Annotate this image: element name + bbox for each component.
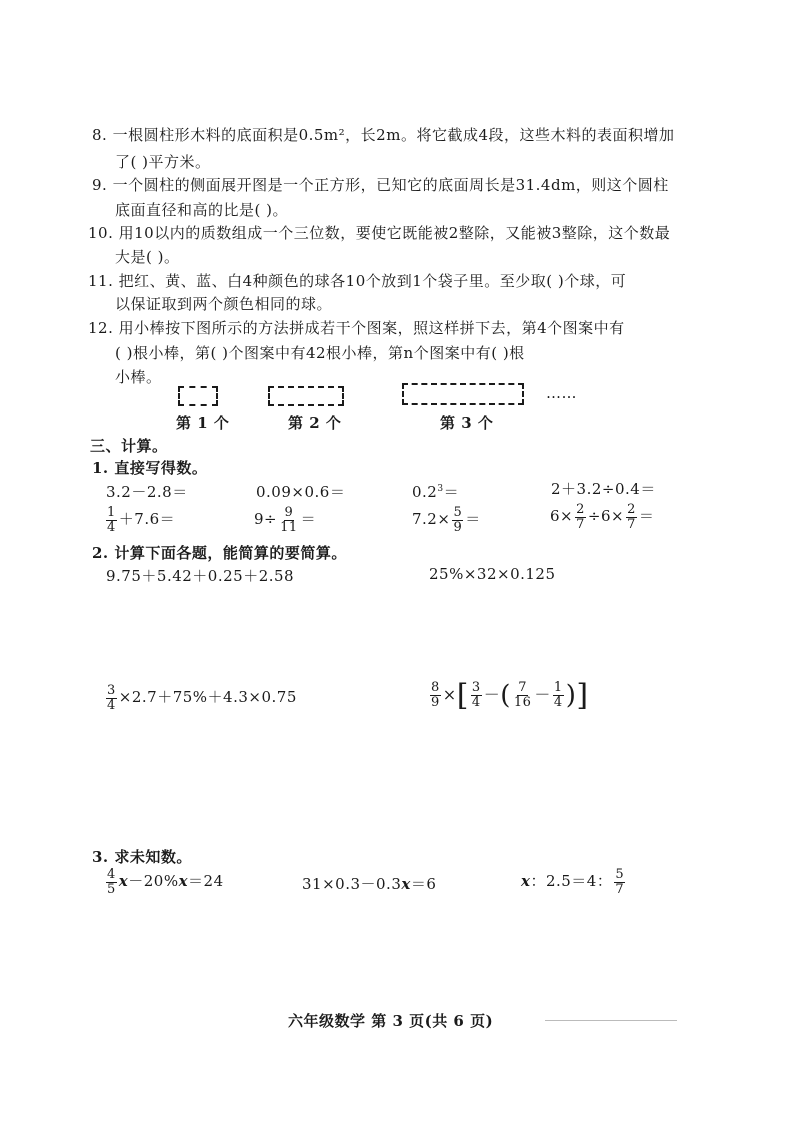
footer-rule xyxy=(545,1020,677,1021)
fraction: $\frac{1}{4}$ xyxy=(553,680,563,710)
pattern-1-label: 第 1 个 xyxy=(176,414,230,432)
oral-calc-g: 7.2× $\frac{5}{9}$ ＝ xyxy=(412,505,481,535)
pattern-2-shape xyxy=(268,386,344,406)
fraction: $\frac{8}{9}$ xyxy=(431,680,440,710)
fraction: $\frac{3}{4}$ xyxy=(471,680,481,710)
pattern-2-label: 第 2 个 xyxy=(288,414,342,432)
right-paren: ) xyxy=(565,680,577,711)
oral-calc-f: 9÷ $\frac{9}{11}$ ＝ xyxy=(254,505,317,535)
equation-b: 31×0.3－0.3x＝6 xyxy=(302,875,437,893)
fraction: $\frac{9}{11}$ xyxy=(280,505,298,535)
oral-calc-c: $0.2^3=$ xyxy=(412,483,460,501)
sub-1-heading: 1. 直接写得数。 xyxy=(92,459,208,477)
fraction: $\frac{2}{7}$ xyxy=(576,502,585,532)
q8-line1: 8. 一根圆柱形木料的底面积是0.5m²，长2m。将它截成4段，这些木料的表面积增加 xyxy=(92,126,675,144)
sub-3-heading: 3. 求未知数。 xyxy=(92,848,192,866)
right-bracket: ] xyxy=(576,678,589,713)
oral-calc-d: 2＋3.2÷0.4＝ xyxy=(551,480,656,498)
fraction: $\frac{4}{5}$ xyxy=(107,867,116,897)
fraction: $\frac{5}{7}$ xyxy=(615,867,625,897)
fraction: $\frac{2}{7}$ xyxy=(627,502,636,532)
oral-calc-h: 6× $\frac{2}{7}$ ÷6× $\frac{2}{7}$ ＝ xyxy=(550,502,655,532)
q11-line1: 11. 把红、黄、蓝、白4种颜色的球各10个放到1个袋子里。至少取( )个球，可 xyxy=(88,272,627,290)
calc-b: 25%×32×0.125 xyxy=(429,565,556,583)
oral-calc-a: 3.2－2.8＝ xyxy=(106,483,188,501)
oral-calc-e: $\frac{1}{4}$ ＋7.6＝ xyxy=(107,505,176,535)
q12-line1: 12. 用小棒按下图所示的方法拼成若干个图案，照这样拼下去，第4个图案中有 xyxy=(88,319,625,337)
sub-2-heading: 2. 计算下面各题，能简算的要简算。 xyxy=(92,544,347,562)
q8-line2: 了( )平方米。 xyxy=(115,153,211,171)
pattern-ellipsis: …… xyxy=(546,384,577,402)
q10-line2: 大是( )。 xyxy=(115,248,180,266)
fraction: $\frac{7}{16}$ xyxy=(513,680,532,710)
q9-line2: 底面直径和高的比是( )。 xyxy=(115,201,288,219)
q9-line1: 9. 一个圆柱的侧面展开图是一个正方形，已知它的底面周长是31.4dm，则这个圆柱 xyxy=(92,176,669,194)
left-bracket: [ xyxy=(456,678,469,713)
pattern-3-shape xyxy=(402,383,524,405)
q12-line3: 小棒。 xyxy=(115,368,162,386)
calc-a: 9.75＋5.42＋0.25＋2.58 xyxy=(106,567,295,585)
pattern-1-shape xyxy=(178,386,218,406)
fraction: $\frac{5}{9}$ xyxy=(453,505,463,535)
calc-c: $\frac{3}{4}$ ×2.7＋75%＋4.3×0.75 xyxy=(107,683,297,713)
left-paren: ( xyxy=(500,680,511,711)
q11-line2: 以保证取到两个颜色相同的球。 xyxy=(115,295,333,313)
q10-line1: 10. 用10以内的质数组成一个三位数，要使它既能被2整除，又能被3整除，这个数最 xyxy=(88,224,671,242)
equation-a: $\frac{4}{5}$ x－20%x＝24 xyxy=(107,867,224,897)
pattern-3-label: 第 3 个 xyxy=(440,414,494,432)
equation-c: x：2.5＝4： $\frac{5}{7}$ xyxy=(521,867,625,897)
q12-line2: ( )根小棒，第( )个图案中有42根小棒，第n个图案中有( )根 xyxy=(115,344,525,362)
calc-d: $\frac{8}{9}$ ×[ $\frac{3}{4}$ －( $\frac{7}{16}$ － $\frac{1}{4}$ )] xyxy=(431,678,589,713)
fraction: $\frac{3}{4}$ xyxy=(107,683,116,713)
page-footer: 六年级数学 第 3 页(共 6 页) xyxy=(288,1012,494,1030)
fraction: $\frac{1}{4}$ xyxy=(107,505,116,535)
oral-calc-b: 0.09×0.6＝ xyxy=(256,483,346,501)
section-3-heading: 三、计算。 xyxy=(90,437,168,455)
